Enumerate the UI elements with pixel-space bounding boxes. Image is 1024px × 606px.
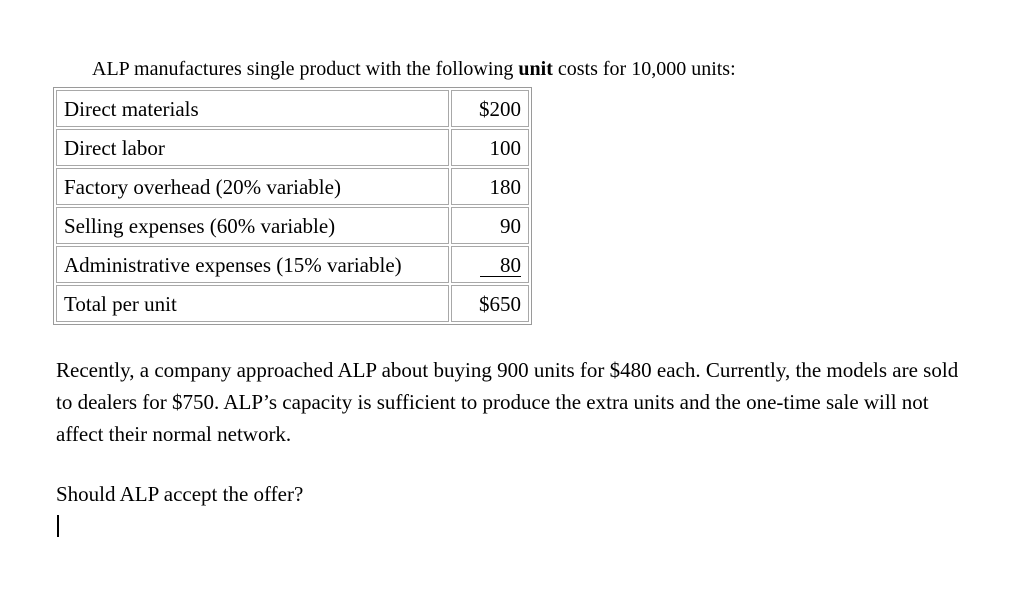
cost-label: Selling expenses (60% variable) — [56, 207, 449, 244]
cost-label: Direct labor — [56, 129, 449, 166]
cost-label: Direct materials — [56, 90, 449, 127]
table-row-total — [56, 285, 529, 322]
table-row — [56, 168, 529, 205]
table-row — [56, 90, 529, 127]
cost-value-cell — [451, 246, 529, 283]
intro-text-after: costs for 10,000 units: — [552, 58, 736, 80]
intro-text-before: ALP manufactures single product with the following — [92, 58, 519, 80]
total-value: $650 — [451, 285, 529, 322]
cost-value: 100 — [451, 129, 529, 166]
intro-text — [92, 57, 736, 81]
cost-value: $200 — [451, 90, 529, 127]
cost-label: Administrative expenses (15% variable) — [56, 246, 449, 283]
unit-cost-table — [53, 87, 532, 325]
total-label: Total per unit — [56, 285, 449, 322]
cost-label: Factory overhead (20% variable) — [56, 168, 449, 205]
question-text: Should ALP accept the offer? — [56, 482, 304, 506]
offer-paragraph: Recently, a company approached ALP about buying 900 units for $480 each. Currently, the models are sold to dealers for $750. ALP’s capacity is sufficient to produce the extra units and the one-time sale will not affect their normal network. — [56, 358, 959, 446]
cost-value: 180 — [451, 168, 529, 205]
intro-text-bold: unit — [518, 58, 553, 80]
text-cursor[interactable] — [57, 515, 59, 537]
cost-value: 90 — [451, 207, 529, 244]
table-row — [56, 246, 529, 283]
table-row — [56, 129, 529, 166]
table-row — [56, 207, 529, 244]
cost-value: 80 — [480, 254, 521, 277]
